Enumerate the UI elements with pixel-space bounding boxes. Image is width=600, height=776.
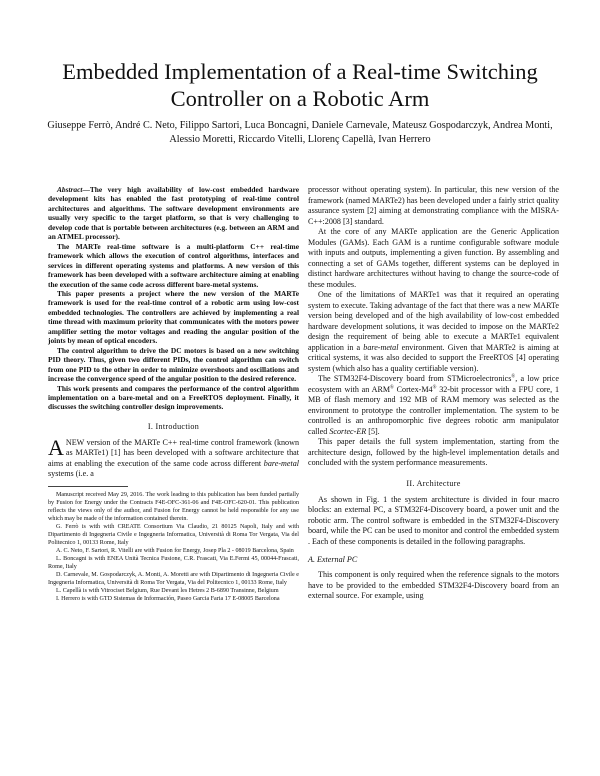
body-paragraph: processor without operating system). In particular, this new version of the framework (named MARTe2) has been developed under a fairly strict quality assurance system [2] aiming at demonstrating compliance with the MISRA-C++:2008 [3] standard. bbox=[308, 185, 559, 226]
architecture-body bbox=[308, 495, 559, 548]
footnote: Manuscript received May 29, 2016. The work leading to this publication has been funded partially by Fusion for Energy under the Contracts F4E-OFC-361-06 and F4E-OFC-620-01. This publication reflects the views only of the author, and Fusion for Energy cannot be held responsible for any use which may be made of the information contained therein. bbox=[48, 491, 299, 523]
footnote: I. Herrero is with GTD Sistemas de Información, Paseo Garcia Faria 17 E-08005 Barcelona bbox=[56, 596, 280, 603]
body-paragraph: As shown in Fig. 1 the system architecture is divided in four macro blocks: an external PC, a STM32F4-Discovery board, a power unit and the robotic arm. The control software is embedded in the STM32F4-Discovery board, while the PC can be used to monitor and control the embedded system . Each of these components is detailed in the following paragraphs. bbox=[308, 494, 559, 546]
section-heading-introduction: I. Introduction bbox=[147, 421, 200, 431]
subsection-heading-external-pc: A. External PC bbox=[308, 555, 358, 564]
registered-mark: ® bbox=[511, 374, 516, 380]
abstract-text: The very high availability of low-cost embedded hardware development kits has enabled the fast prototyping of real-time control architectures and algorithms. The software development environments are usually very specific to the target platform, so that is very challenging to develop code that is portable between architectures (e.g. between an ARM and an ATMEL processor). bbox=[48, 185, 299, 242]
right-column bbox=[308, 185, 559, 602]
footnote: G. Ferrò is with with CREATE Consortium Via Claudio, 21 80125 Napoli, Italy and with Dipartimento di Ingegneria Civile e Ingegneria Informatica, Università di Roma Tor Vergata, Via del Politecnico 1, 00133 Rome, Italy bbox=[48, 524, 299, 547]
abstract-paragraph: Abstract—The very high availability of low-cost embedded hardware development kits has enabled the fast prototyping of real-time control architectures and algorithms. The software development environments are usually very specific to the target platform, so that is very challenging to develop code that is portable between architectures (e.g. between an ARM and an ATMEL processor). bbox=[48, 185, 299, 242]
section-heading-architecture: II. Architecture bbox=[406, 478, 461, 488]
external-pc-body bbox=[308, 570, 559, 602]
abstract-label: Abstract bbox=[57, 185, 83, 194]
body-paragraph: One of the limitations of MARTe1 was that it required an operating system to execute. Taking advantage of the fact that there was a new MARTe version being developed and of the high availability of low-cost embedded hardware development solutions, it was decided to impose on the MARTe2 design the requirement of being able to execute a MARTe1 equivalent application in a bare-metal environment. Given that MARTe2 is aiming at critical systems, it was also decided to support the FreeRTOS [4] operating system (which also has a quality certifiable version). bbox=[308, 290, 559, 373]
abstract-paragraph: The MARTe real-time software is a multi-platform C++ real-time framework which allows the execution of control algorithms, interfaces and services in different operating systems and platforms. A new version of this framework has been developed with a software architecture aiming at enabling the execution of the same code across different bare-metal systems. bbox=[48, 241, 299, 289]
registered-mark: ® bbox=[432, 384, 437, 390]
body-paragraph: The STM32F4-Discovery board from STMicroelectronics®, a low price ecosystem with an ARM® Cortex-M4® 32-bit processor with a FPU core, 1 MB of flash memory and 192 MB of RAM memory was selected as the environment to prototype the controller implementation. The system to be controlled is an anthropomorphic five degrees robotic arm manipulator called Scortec-ER [5]. bbox=[308, 374, 559, 436]
registered-mark: ® bbox=[390, 384, 394, 390]
abstract-paragraph: This work presents and compares the performance of the control algorithm implementation on a bare-metal and on a FreeRTOS deployment. Finally, it discusses the switching controller design improvements. bbox=[48, 383, 299, 412]
footnote: D. Carnevale, M. Gospodarczyk, A. Monti, A. Moretti are with Dipartimento di Ingegneria Civile e Ingegneria Informatica, Università di Roma Tor Vergata, Via del Politecnico 1, 00133 Rome, Italy bbox=[48, 572, 299, 587]
footnote-divider bbox=[48, 486, 128, 487]
abstract-paragraph: The control algorithm to drive the DC motors is based on a new switching PID theory. Thus, given two different PIDs, the control algorithm can switch from one PID to the other in order to minimize overshoots and oscillations and increase the convergence speed of the angular position to the desired reference. bbox=[48, 345, 299, 384]
drop-cap: A bbox=[48, 434, 64, 460]
introduction-continued bbox=[308, 185, 559, 469]
footnote: A. C. Neto, F. Sartori, R. Vitelli are with Fusion for Energy, Josep Pla 2 - 08019 Barcelona, Spain bbox=[56, 548, 294, 555]
body-paragraph: At the core of any MARTe application are the Generic Application Modules (GAMs). Each GAM is a runtime configurable software module with inputs and outputs, implementing a given function. By assembling and connecting a set of GAMs together, different systems can be deployed in distinct hardware architectures without having to change the source-code of these modules. bbox=[308, 227, 559, 289]
introduction-body bbox=[48, 434, 300, 480]
intro-paragraph: ANEW version of the MARTe C++ real-time control framework (known as MARTe1) [1] has been developed with a software architecture that aims at enabling the execution of the same code across different bare-metal systems (i.e. a bbox=[48, 434, 300, 479]
body-paragraph: This component is only required when the reference signals to the motors have to be provided to the embedded STM32F4-Discovery board from an external source. For example, using bbox=[308, 570, 559, 600]
paper-title: Embedded Implementation of a Real-time Switching Controller on a Robotic Arm bbox=[62, 59, 538, 111]
body-paragraph: This paper details the full system implementation, starting from the architecture design, followed by the high-level implementation details and concluded with the system performance measurements. bbox=[308, 437, 559, 467]
author-list: Giuseppe Ferrò, André C. Neto, Filippo Sartori, Luca Boncagni, Daniele Carnevale, Mateusz Gospodarczyk, Andrea Monti, Alessio Moretti, Riccardo Vitelli, Llorenç Capellà, Ivan Herrero bbox=[47, 120, 553, 145]
footnote: L. Boncagni is with ENEA Unità Tecnica Fusione, C.R. Frascati, Via E.Fermi 45, 00044-Frascati, Rome, Italy bbox=[48, 556, 299, 571]
left-column bbox=[48, 185, 299, 604]
abstract-paragraph: This paper presents a project where the new version of the MARTe framework is used for the real-time control of a robotic arm using low-cost embedded technologies. The controllers are achieved by implementing a real time thread with maximum priority that communicates with the motors power amplifier setting the motor voltages and reading the angular position of the joints by mean of optical encoders. bbox=[48, 288, 299, 346]
abstract bbox=[48, 185, 299, 412]
footnotes bbox=[48, 491, 299, 604]
footnote: L. Capellà is with Vitrociset Belgium, Rue Devant les Hetres 2 B-6890 Transinne, Belgium bbox=[56, 588, 279, 595]
